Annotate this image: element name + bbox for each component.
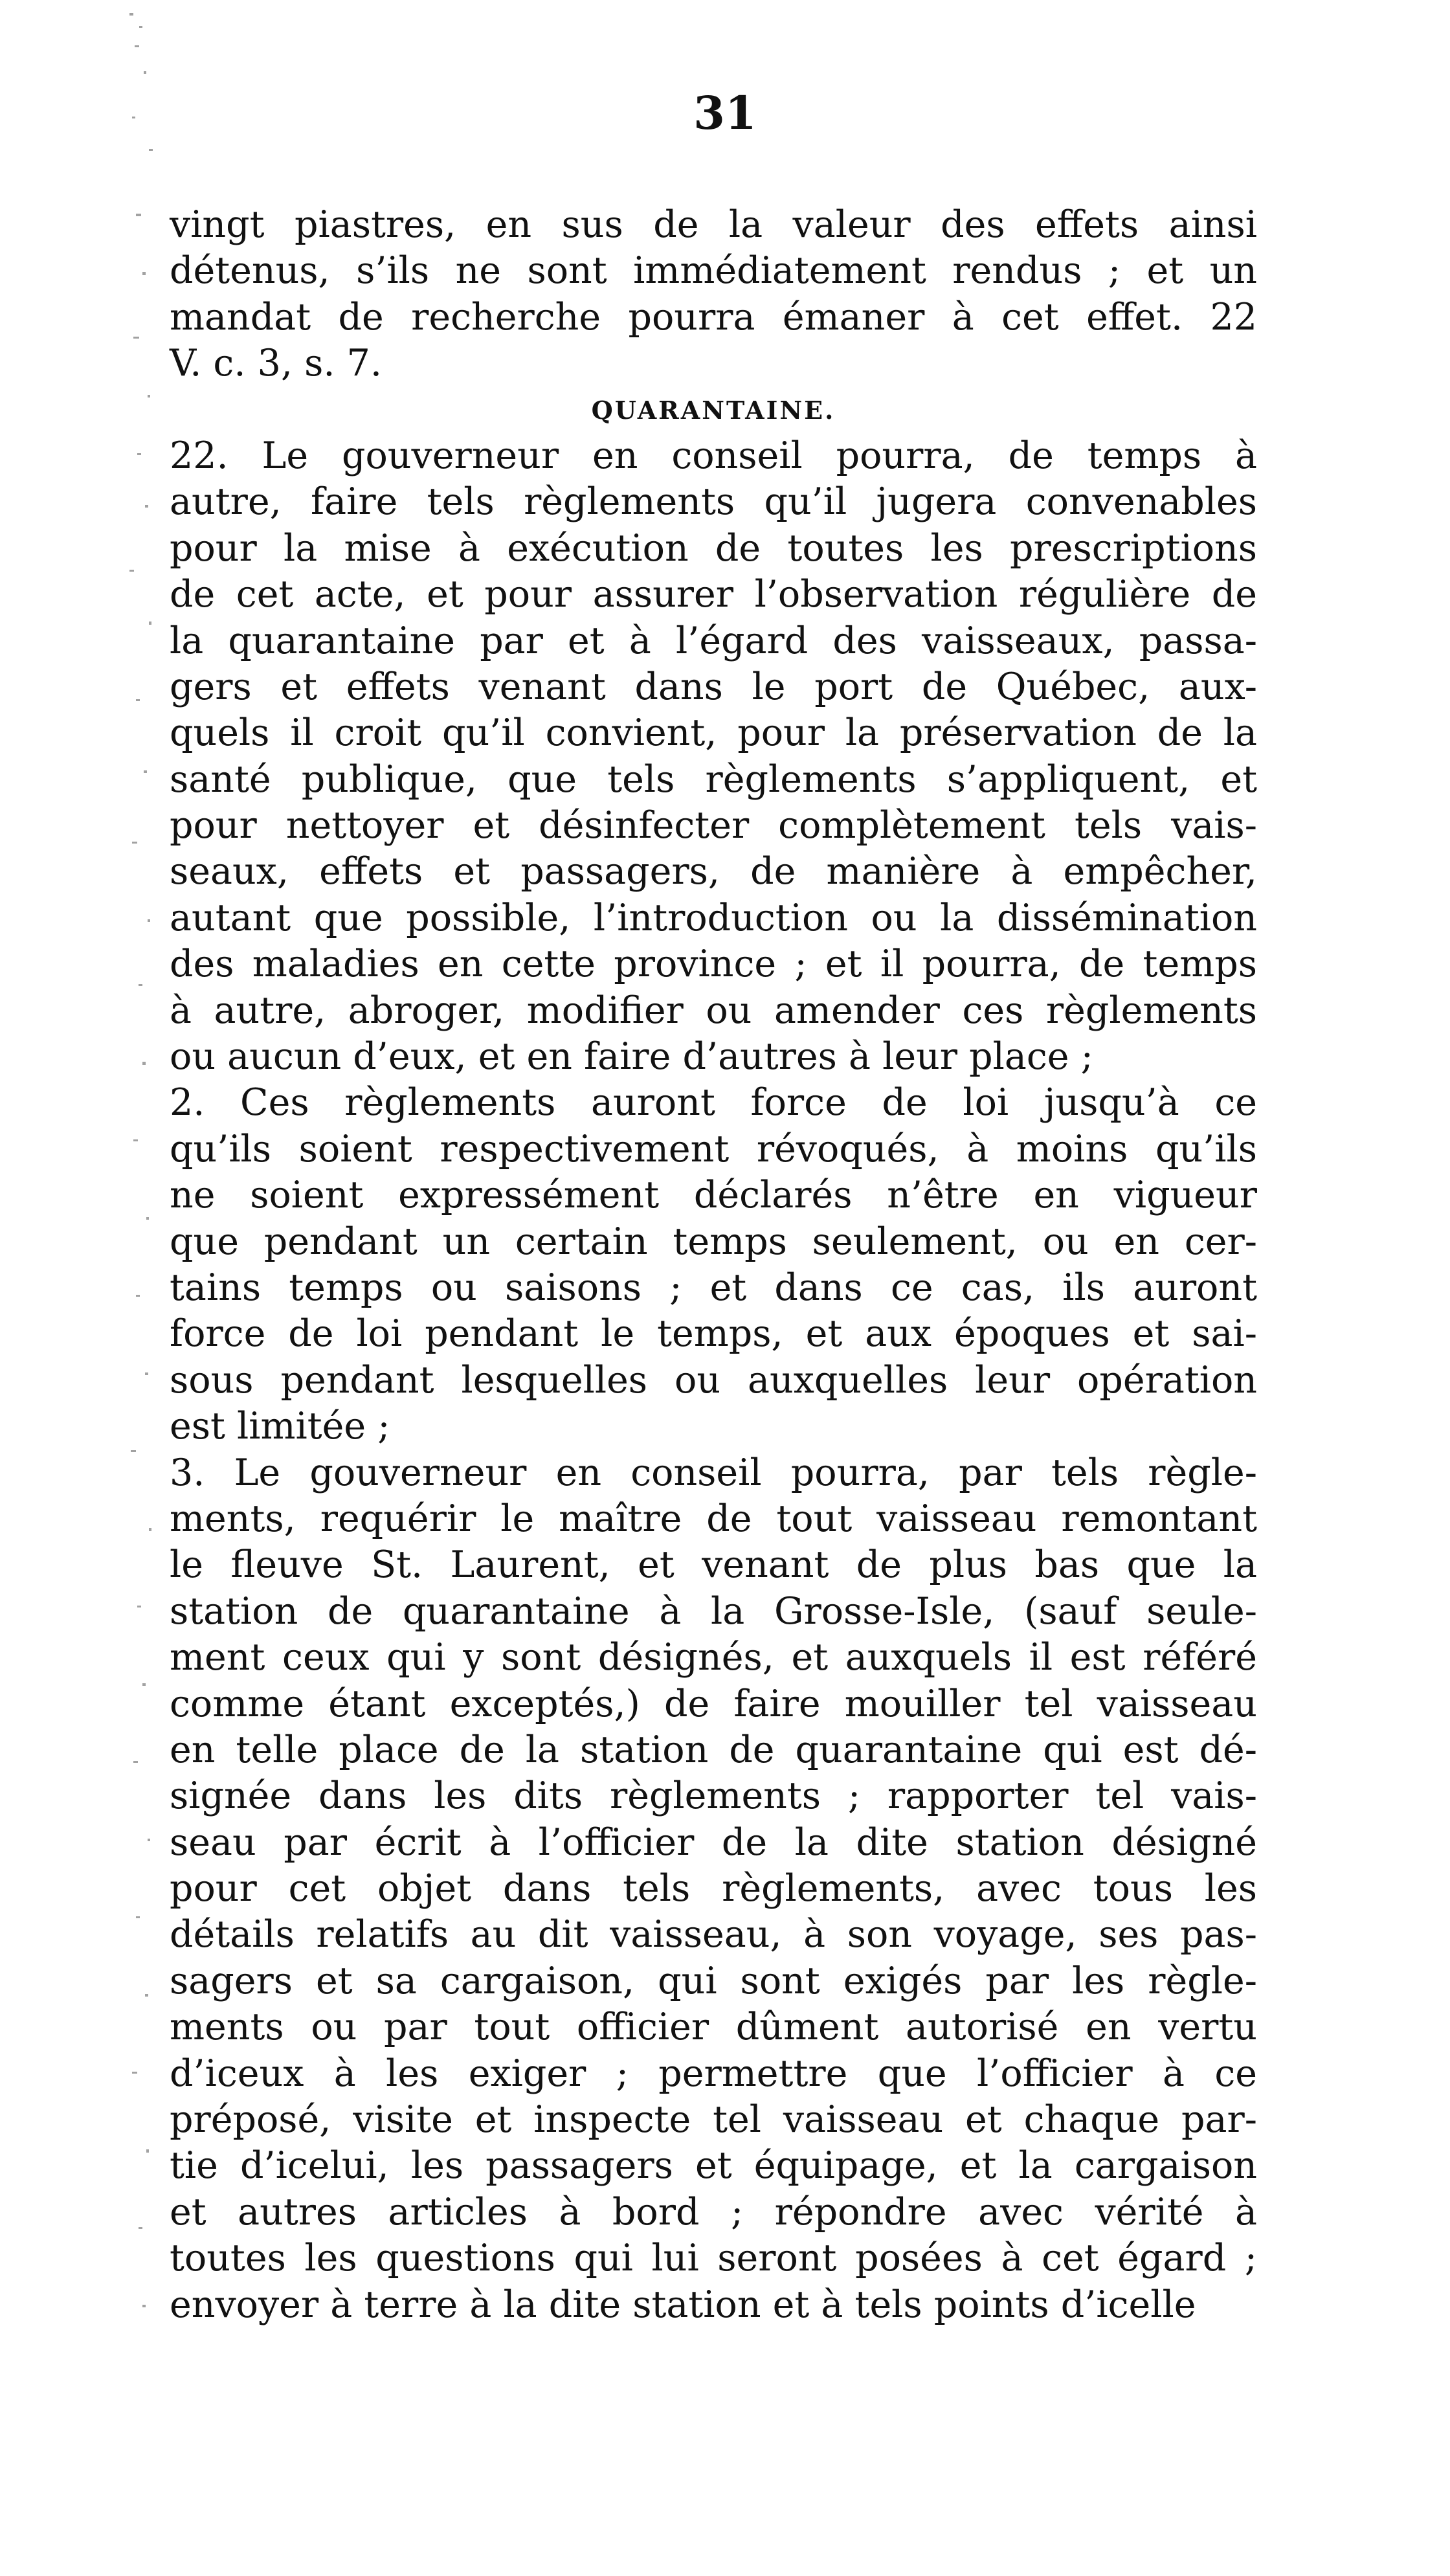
text-line: détenus, s’ils ne sont immédiatement rendus ; et un bbox=[170, 249, 1257, 293]
section-heading: QUARANTAINE. bbox=[591, 395, 836, 425]
text-line: tie d’icelui, les passagers et équipage, et la cargaison bbox=[170, 2144, 1257, 2188]
text-line: détails relatifs au dit vaisseau, à son voyage, ses pas- bbox=[170, 1913, 1257, 1956]
text-line: ou aucun d’eux, et en faire d’autres à leur place ; bbox=[170, 1035, 1093, 1079]
text-line: quels il croit qu’il convient, pour la préservation de la bbox=[170, 711, 1257, 755]
body-text bbox=[170, 202, 1257, 2328]
text-line: préposé, visite et inspecte tel vaisseau et chaque par- bbox=[170, 2098, 1257, 2142]
text-line: gers et effets venant dans le port de Québec, aux- bbox=[170, 665, 1257, 708]
text-line: comme étant exceptés,) de faire mouiller tel vaisseau bbox=[170, 1682, 1257, 1725]
text-line: sous pendant lesquelles ou auxquelles leur opération bbox=[170, 1358, 1257, 1402]
text-line: 3. Le gouverneur en conseil pourra, par tels règle- bbox=[170, 1451, 1257, 1494]
text-line: envoyer à terre à la dite station et à tels points d’icelle bbox=[170, 2283, 1196, 2326]
text-line: ments, requérir le maître de tout vaisseau remontant bbox=[170, 1497, 1257, 1540]
text-line: 2. Ces règlements auront force de loi jusqu’à ce bbox=[170, 1081, 1257, 1125]
text-line: santé publique, que tels règlements s’appliquent, et bbox=[170, 757, 1257, 801]
text-line: signée dans les dits règlements ; rapporter tel vais- bbox=[170, 1775, 1257, 1818]
page-number: 31 bbox=[693, 86, 757, 140]
text-line: que pendant un certain temps seulement, ou en cer- bbox=[170, 1220, 1257, 1263]
text-line: force de loi pendant le temps, et aux époques et sai- bbox=[170, 1312, 1257, 1356]
text-line: ne soient expressément déclarés n’être en vigueur bbox=[170, 1174, 1257, 1217]
text-line: V. c. 3, s. 7. bbox=[170, 342, 382, 385]
text-line: en telle place de la station de quarantaine qui est dé- bbox=[170, 1728, 1257, 1771]
text-line: autant que possible, l’introduction ou la dissémination bbox=[170, 896, 1257, 939]
text-line: ment ceux qui y sont désignés, et auxquels il est référé bbox=[170, 1636, 1257, 1679]
text-line: le fleuve St. Laurent, et venant de plus bas que la bbox=[170, 1543, 1257, 1587]
text-line: ments ou par tout officier dûment autorisé en vertu bbox=[170, 2006, 1257, 2049]
text-line: pour la mise à exécution de toutes les prescriptions bbox=[170, 526, 1257, 570]
text-line: seau par écrit à l’officier de la dite station désigné bbox=[170, 1820, 1257, 1864]
text-line: de cet acte, et pour assurer l’observation régulière de bbox=[170, 573, 1257, 616]
text-line: qu’ils soient respectivement révoqués, à moins qu’ils bbox=[170, 1127, 1257, 1170]
text-line: toutes les questions qui lui seront posées à cet égard ; bbox=[170, 2237, 1257, 2280]
text-line: tains temps ou saisons ; et dans ce cas, ils auront bbox=[170, 1266, 1257, 1309]
text-line: et autres articles à bord ; répondre avec vérité à bbox=[170, 2190, 1257, 2234]
text-line: pour nettoyer et désinfecter complètement tels vais- bbox=[170, 804, 1257, 847]
text-line: 22. Le gouverneur en conseil pourra, de temps à bbox=[170, 434, 1257, 477]
text-line: est limitée ; bbox=[170, 1405, 390, 1448]
text-line: des maladies en cette province ; et il pourra, de temps bbox=[170, 943, 1257, 986]
text-line: d’iceux à les exiger ; permettre que l’officier à ce bbox=[170, 2052, 1257, 2095]
text-line: à autre, abroger, modifier ou amender ces règlements bbox=[170, 989, 1257, 1032]
text-line: station de quarantaine à la Grosse-Isle, (sauf seule- bbox=[170, 1589, 1257, 1633]
text-line: autre, faire tels règlements qu’il jugera convenables bbox=[170, 480, 1257, 524]
text-line: seaux, effets et passagers, de manière à empêcher, bbox=[170, 850, 1257, 893]
text-line: vingt piastres, en sus de la valeur des effets ainsi bbox=[170, 203, 1257, 246]
text-line: pour cet objet dans tels règlements, avec tous les bbox=[170, 1867, 1257, 1910]
text-line: la quarantaine par et à l’égard des vaisseaux, passa- bbox=[170, 619, 1257, 662]
text-line: sagers et sa cargaison, qui sont exigés par les règle- bbox=[170, 1959, 1257, 2002]
text-line: mandat de recherche pourra émaner à cet effet. 22 bbox=[170, 295, 1257, 339]
